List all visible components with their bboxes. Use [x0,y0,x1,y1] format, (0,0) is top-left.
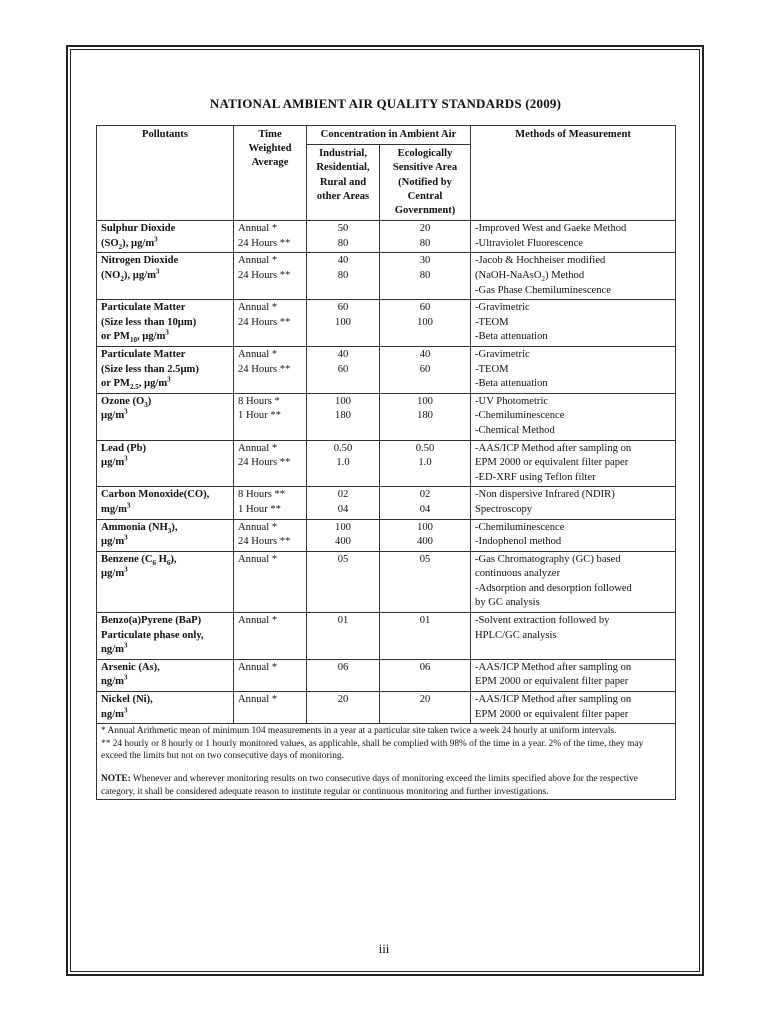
ecological-cell [380,692,471,724]
table-row [97,346,676,393]
text-line: Annual * [238,521,278,533]
ecological-cell [380,659,471,691]
text-line: 20 [419,694,431,706]
header-concentration: Concentration in Ambient Air [307,126,471,145]
text-line: -Gravimetric [475,302,530,314]
pollutant-cell [97,613,234,660]
industrial-cell [307,346,380,393]
text-line: (NaOH-NaAsO$_2$) Method [475,270,585,284]
text-line: -Beta attenuation [475,378,548,390]
text-line: -TEOM [475,316,509,328]
text-line: Particulate Matter [101,348,186,360]
text-line: 40 [337,255,349,267]
table-row [97,659,676,691]
industrial-cell [307,487,380,519]
text-line: -AAS/ICP Method after sampling on [475,694,632,706]
methods-cell [471,519,676,551]
text-line: -TEOM [475,363,509,375]
text-line: Particulate Matter [101,302,186,314]
pollutant-cell [97,440,234,487]
text-line: -Chemical Method [475,424,555,436]
text-line: 60 [419,302,431,314]
ecological-cell [380,551,471,612]
text-line: 0.50 [415,442,435,454]
time-cell [234,393,307,440]
text-line: $mg/m^3$ [101,501,131,515]
text-line: -AAS/ICP Method after sampling on [475,442,632,454]
table-row [97,613,676,660]
text-line: 80 [337,270,349,281]
page-number: iii [378,941,390,956]
pollutant-cell [97,393,234,440]
industrial-cell [307,440,380,487]
text-line: $ng/m^3$ [101,706,128,720]
text-line: Sulphur Dioxide [101,223,176,235]
text-line: 40 [419,348,431,360]
industrial-cell [307,551,380,612]
note-paragraph [101,773,671,798]
text-line: 40 [337,348,349,360]
text-line: -Chemiluminescence [475,521,565,533]
industrial-cell [307,221,380,253]
text-line: EPM 2000 or equivalent filter paper [475,457,629,469]
text-line: 1 Hour ** [238,503,281,515]
text-line: -ED-XRF using Teflon filter [475,471,596,483]
text-line: 60 [337,302,349,314]
text-line: -AAS/ICP Method after sampling on [475,661,632,673]
note-label: NOTE: [101,774,131,785]
text-line: 100 [417,395,433,407]
text-line: -Gas Chromatography (GC) based [475,553,621,565]
table-row [97,221,676,253]
methods-cell [471,692,676,724]
text-line: 06 [419,661,431,673]
time-cell [234,440,307,487]
text-line: -Non dispersive Infrared (NDIR) [475,489,615,501]
methods-cell [471,440,676,487]
methods-cell [471,613,676,660]
ecological-cell [380,487,471,519]
text-line: -Adsorption and desorption followed [475,582,632,594]
text-line: Residential, [316,162,370,174]
text-line: -Indophenol method [475,536,562,548]
header-time-weighted-average [234,126,307,221]
methods-cell [471,393,676,440]
text-line: Carbon Monoxide(CO), [101,489,210,501]
ecological-cell [380,300,471,347]
ecological-cell [380,440,471,487]
pollutant-cell [97,346,234,393]
pollutant-cell [97,487,234,519]
text-line: 1 Hour ** [238,410,281,422]
text-line: -UV Photometric [475,395,549,407]
text-line: Ecologically [397,148,453,160]
industrial-cell [307,300,380,347]
text-line: (Size less than 10µm) [101,316,197,328]
text-line: 0.50 [333,442,353,454]
text-line: Lead (Pb) [101,442,147,454]
time-cell [234,221,307,253]
text-line: 01 [419,615,431,627]
header-methods: Methods of Measurement [471,126,676,221]
text-line: 24 Hours ** [238,536,291,548]
text-line: 06 [337,661,349,673]
time-cell [234,487,307,519]
text-line: Arsenic (As), [101,661,160,673]
table-row [97,253,676,300]
text-line: Central [407,190,443,202]
text-line: Nitrogen Dioxide [101,255,179,267]
text-line: 01 [337,615,349,627]
text-line: Time [258,129,282,140]
table-row [97,300,676,347]
header-pollutants: Pollutants [97,126,234,221]
text-line: $(NO_2)$, $\mu g/m^3$ [101,267,160,284]
text-line: $\mu g/m^3$ [101,407,128,422]
text-line: EPM 2000 or equivalent filter paper [475,708,629,720]
table-header-row [97,126,676,145]
text-line: Nickel (Ni), [101,694,153,706]
time-cell [234,253,307,300]
pollutant-cell [97,551,234,612]
text-line: 24 Hours ** [238,363,291,375]
text-line: 02 [337,489,349,501]
text-line: or $PM_{2.5}$, $\mu g/m^3$ [101,375,171,392]
methods-cell [471,551,676,612]
table-row [97,551,676,612]
text-line: 04 [419,503,431,515]
time-cell [234,659,307,691]
text-line: (Notified by [398,176,452,188]
footnote-annual: * Annual Arithmetic mean of minimum 104 measurements in a year at a particular site taken twice a week 24 hourly at uniform intervals. [101,726,617,737]
text-line: 20 [419,223,431,235]
pollutant-cell [97,253,234,300]
text-line: Annual * [238,553,278,565]
text-line: 100 [417,521,433,533]
industrial-cell [307,659,380,691]
industrial-cell [307,393,380,440]
text-line: 100 [335,316,351,328]
text-line: -Solvent extraction followed by [475,615,610,627]
text-line: $\mu g/m^3$ [101,565,128,580]
text-line: Rural and [319,176,367,188]
time-cell [234,613,307,660]
text-line: Annual * [238,348,278,360]
text-line: $ng/m^3$ [101,641,128,656]
text-line: EPM 2000 or equivalent filter paper [475,676,629,688]
text-line: Annual * [238,661,278,673]
time-cell [234,519,307,551]
text-line: Particulate phase only, [101,629,204,641]
text-line: 24 Hours ** [238,457,291,469]
time-cell [234,551,307,612]
industrial-cell [307,253,380,300]
text-line: -Gravimetric [475,348,530,360]
text-line: 100 [335,521,351,533]
notes-row [97,724,676,800]
table-row [97,393,676,440]
text-line: Annual * [238,694,278,706]
text-line: -Beta attenuation [475,331,548,343]
text-line: or $PM_{10}$, $\mu g/m^3$ [101,328,169,345]
footnote-hourly: ** 24 hourly or 8 hourly or 1 hourly monitored values, as applicable, shall be complied with 98% of the time in a year. 2% of the time, they may exceed the limits but not on two consecutive days of monitoring. [101,738,644,762]
text-line: Weighted [248,143,292,155]
table-row [97,519,676,551]
text-line: Ammonia $(NH_3)$, [101,521,178,535]
text-line: -Gas Phase Chemiluminescence [475,284,611,296]
text-line: Annual * [238,615,278,627]
text-line: -Ultraviolet Fluorescence [475,237,583,249]
text-line: Industrial, [319,148,367,160]
time-cell [234,346,307,393]
text-line: 180 [335,410,351,422]
text-line: $\mu g/m^3$ [101,454,128,469]
text-line: 30 [419,255,431,267]
text-line: -Jacob & Hochheiser modified [475,255,606,267]
text-line: 60 [419,363,431,375]
ecological-cell [380,221,471,253]
text-line: 180 [417,410,433,422]
pollutant-cell [97,519,234,551]
header-ecological [380,145,471,221]
text-line: HPLC/GC analysis [475,629,557,641]
text-line: other Areas [316,190,370,202]
industrial-cell [307,613,380,660]
pollutant-cell [97,221,234,253]
text-line: $ng/m^3$ [101,673,128,688]
text-line: Spectroscopy [475,503,533,515]
methods-cell [471,346,676,393]
text-line: 8 Hours * [238,395,280,407]
document-title: NATIONAL AMBIENT AIR QUALITY STANDARDS (2009) [209,96,562,111]
text-line: 1.0 [336,457,350,469]
text-line: Benzene ($C_6$ $H_6$), [101,553,177,567]
text-line: -Improved West and Gaeke Method [475,223,627,235]
text-line: 24 Hours ** [238,270,291,281]
time-cell [234,300,307,347]
text-line: 50 [337,223,349,235]
text-line: 80 [337,237,349,249]
header-industrial [307,145,380,221]
pollutant-cell [97,300,234,347]
text-line: 100 [417,316,433,328]
text-line: Ozone $(O_3)$ [101,395,152,409]
air-quality-standards-table [96,125,676,800]
text-line: Government) [394,205,456,217]
text-line: 24 Hours ** [238,316,291,328]
time-cell [234,692,307,724]
pollutant-cell [97,692,234,724]
text-line: 400 [417,536,433,548]
text-line: (Size less than 2.5µm) [101,363,199,375]
text-line: 80 [419,270,431,281]
methods-cell [471,253,676,300]
text-line: Annual * [238,255,278,267]
text-line: -Chemiluminescence [475,410,565,422]
methods-cell [471,659,676,691]
pollutant-cell [97,659,234,691]
text-line: 400 [335,536,351,548]
text-line: 02 [419,489,431,501]
text-line: 04 [337,503,349,515]
text-line: Annual * [238,223,278,235]
text-line: $(SO_2)$, $\mu g/m^3$ [101,235,158,251]
ecological-cell [380,346,471,393]
industrial-cell [307,692,380,724]
methods-cell [471,300,676,347]
text-line: 80 [419,237,431,249]
ecological-cell [380,519,471,551]
methods-cell [471,487,676,519]
text-line: $\mu g/m^3$ [101,533,128,548]
ecological-cell [380,613,471,660]
industrial-cell [307,519,380,551]
notes-cell [97,724,676,800]
note-text: Whenever and wherever monitoring results on two consecutive days of monitoring exceed the limits specified above for the respective category, it shall be considered adequate reason to institute regular or continuous monitoring and further investigations. [101,774,638,797]
text-line: Annual * [238,302,278,314]
text-line: 60 [337,363,349,375]
table-row [97,487,676,519]
text-line: 1.0 [418,457,432,469]
text-line: by GC analysis [475,597,540,609]
text-line: Average [251,157,289,169]
text-line: 100 [335,395,351,407]
ecological-cell [380,393,471,440]
text-line: 05 [337,553,349,565]
text-line: 24 Hours ** [238,237,291,249]
table-row [97,440,676,487]
text-line: 20 [337,694,349,706]
text-line: continuous analyzer [475,568,561,580]
methods-cell [471,221,676,253]
text-line: 05 [419,553,431,565]
text-line: Sensitive Area [392,162,458,174]
table-row [97,692,676,724]
ecological-cell [380,253,471,300]
text-line: 8 Hours ** [238,489,286,501]
text-line: Benzo(a)Pyrene (BaP) [101,615,202,627]
text-line: Annual * [238,442,278,454]
